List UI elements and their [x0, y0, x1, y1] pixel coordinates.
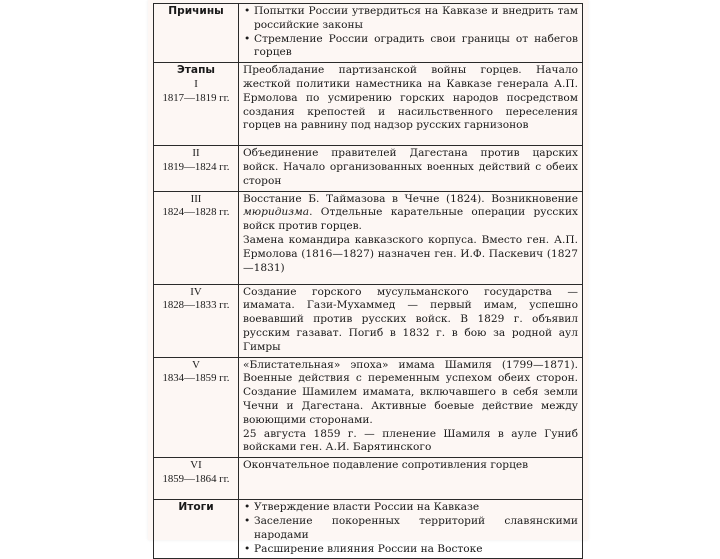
table-row-results [154, 500, 583, 559]
stage-years: 1859—1864 гг. [162, 472, 230, 485]
table-row-stage-4 [154, 284, 583, 357]
table-row-stage-1 [154, 63, 583, 146]
row-label-stage-6 [154, 458, 239, 500]
stage-number: IV [190, 285, 202, 298]
table-row-causes [154, 4, 583, 63]
table-row-stage-5 [154, 357, 583, 458]
list-item: • Утверждение власти России на Кавказе [243, 501, 578, 515]
stage-number: II [192, 147, 200, 160]
history-table [153, 3, 583, 559]
row-label-stage-3 [154, 191, 239, 284]
row-label-stage-2 [154, 146, 239, 191]
stage-text: «Блистательная» эпоха» имама Шамиля (1799—1871). Военные действия с переменным успехом обеих сторон. Создание Шамилем имамата, включавшего в себя земли Чечни и Дагестана. Активные боевые действие между воюющими сторонами. [243, 358, 578, 426]
causes-content [239, 4, 583, 63]
list-item: • Попытки России утвердиться на Кавказе и внедрить там российские законы [243, 5, 578, 33]
stage-number: I [194, 77, 198, 90]
stage-years: 1824—1828 гг. [162, 206, 230, 219]
stage-text-2: Замена командира кавказского корпуса. Вместо ген. А.П. Ермолова (1816—1827) назначен ген. И.Ф. Паскевич (1827—1831) [243, 233, 578, 274]
stage-years: 1817—1819 гг. [162, 91, 230, 104]
table-row-stage-3 [154, 191, 583, 284]
list-item: • Заселение покоренных территорий славянскими народами [243, 515, 578, 543]
stage-1-content [239, 63, 583, 146]
list-item: • Стремление России оградить свои границы от набегов горцев [243, 33, 578, 61]
stage-4-content [239, 284, 583, 357]
row-label-stage-1 [154, 63, 239, 146]
stage-number: VI [190, 459, 202, 472]
row-label-causes: Причины [154, 4, 239, 63]
stage-text: Объединение правителей Дагестана против царских войск. Начало организованных военных действий с обеих сторон [243, 147, 578, 187]
stage-years: 1834—1859 гг. [162, 372, 230, 385]
stage-years: 1828—1833 гг. [162, 299, 230, 312]
stages-title: Этапы [177, 64, 215, 77]
stage-text: Окончательное подавление сопротивления горцев [243, 459, 529, 472]
stage-years: 1819—1824 гг. [162, 160, 230, 173]
muridism-term: мюридизма [243, 206, 310, 219]
results-content [239, 500, 583, 559]
stage-5-content [239, 357, 583, 458]
causes-list [243, 5, 578, 60]
stage-text-2: 25 августа 1859 г. — пленение Шамиля в ауле Гуниб войсками ген. А.И. Барятинского [243, 427, 578, 454]
table-row-stage-2 [154, 146, 583, 191]
stage-number: V [192, 358, 200, 371]
stage-2-content [239, 146, 583, 191]
stage-number: III [190, 192, 202, 205]
list-item: • Расширение влияния России на Востоке [243, 543, 578, 557]
stage-6-content [239, 458, 583, 500]
row-label-stage-5 [154, 357, 239, 458]
row-label-results: Итоги [154, 500, 239, 559]
row-label-stage-4 [154, 284, 239, 357]
stage-3-content [239, 191, 583, 284]
table-row-stage-6 [154, 458, 583, 500]
results-list [243, 501, 578, 556]
stage-text: Преобладание партизанской войны горцев. Начало жесткой политики наместника на Кавказе генерала А.П. Ермолова по усмирению горских народов посредством создания крепостей и насильственного переселения горцев на равнину под надзор русских гарнизонов [243, 64, 578, 132]
stage-text: Восстание Б. Таймазова в Чечне (1824). Возникновение мюридизма. Отдельные карательные операции русских войск против горцев. [243, 192, 578, 233]
stage-text: Создание горского мусульманского государства — имамата. Гази-Мухаммед — первый имам, успешно воевавший против русских войск. В 1829 г. объявил русским газават. Погиб в 1832 г. в бою за родной аул Гимры [243, 285, 578, 353]
